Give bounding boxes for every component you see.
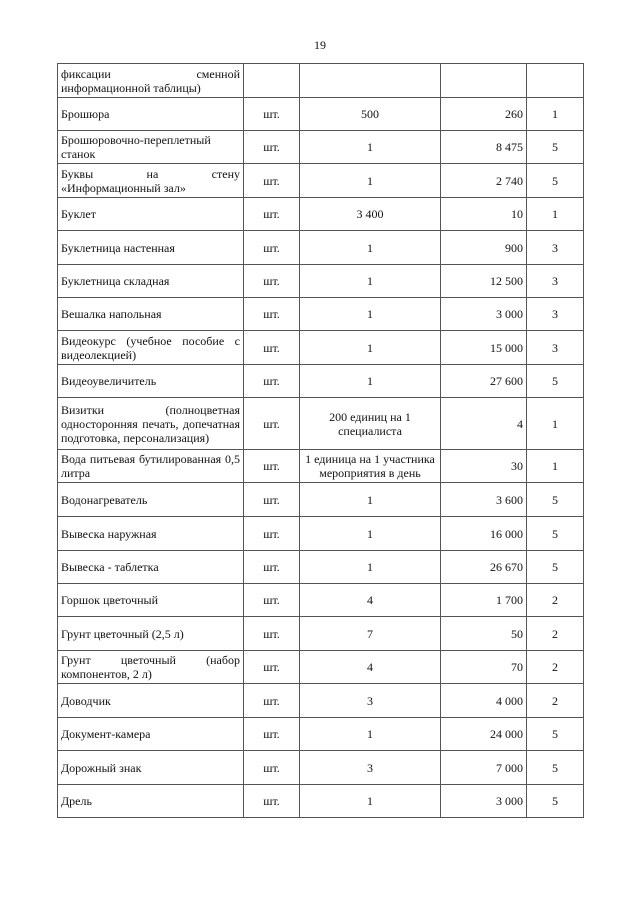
cell-quantity: 1 [300, 483, 441, 517]
cell-quantity: 7 [300, 617, 441, 651]
table-row [58, 617, 584, 651]
table-row [58, 265, 584, 298]
cell-name: Дорожный знак [58, 751, 244, 785]
table-row [58, 517, 584, 551]
table-row [58, 131, 584, 164]
cell-price: 30 [441, 450, 527, 483]
cell-unit: шт. [244, 617, 300, 651]
cell-name: Горшок цветочный [58, 584, 244, 617]
items-table [57, 63, 584, 818]
cell-quantity: 4 [300, 651, 441, 684]
cell-quantity: 1 [300, 331, 441, 365]
cell-term: 3 [527, 298, 584, 331]
cell-name: Вывеска - таблетка [58, 551, 244, 584]
cell-price: 26 670 [441, 551, 527, 584]
cell-term: 5 [527, 751, 584, 785]
cell-unit: шт. [244, 164, 300, 198]
cell-name: Дрель [58, 785, 244, 818]
cell-quantity: 1 [300, 785, 441, 818]
cell-quantity: 200 единиц на 1 специалиста [300, 398, 441, 450]
cell-quantity [300, 64, 441, 98]
cell-price: 70 [441, 651, 527, 684]
cell-unit: шт. [244, 331, 300, 365]
cell-name: Буклетница складная [58, 265, 244, 298]
cell-name: Видеоувеличитель [58, 365, 244, 398]
cell-quantity: 1 [300, 231, 441, 265]
cell-unit: шт. [244, 398, 300, 450]
cell-name: Грунт цветочный (2,5 л) [58, 617, 244, 651]
table-row [58, 198, 584, 231]
cell-quantity: 500 [300, 98, 441, 131]
cell-quantity: 4 [300, 584, 441, 617]
cell-name: Буквы на стену «Информационный зал» [58, 164, 244, 198]
cell-quantity: 1 единица на 1 участника мероприятия в день [300, 450, 441, 483]
cell-term: 5 [527, 517, 584, 551]
cell-price: 4 000 [441, 684, 527, 718]
cell-unit: шт. [244, 551, 300, 584]
table-row [58, 398, 584, 450]
cell-name: Документ-камера [58, 718, 244, 751]
cell-term: 1 [527, 98, 584, 131]
cell-quantity: 3 400 [300, 198, 441, 231]
page-number: 19 [314, 38, 326, 52]
cell-unit: шт. [244, 651, 300, 684]
cell-price: 3 000 [441, 298, 527, 331]
cell-price: 10 [441, 198, 527, 231]
cell-term: 1 [527, 398, 584, 450]
cell-unit: шт. [244, 131, 300, 164]
cell-term: 2 [527, 584, 584, 617]
cell-quantity: 3 [300, 751, 441, 785]
cell-price: 27 600 [441, 365, 527, 398]
cell-name: Буклетница настенная [58, 231, 244, 265]
cell-price: 1 700 [441, 584, 527, 617]
cell-name: Визитки (полноцветная односторонняя печать, допечатная подготовка, персонализация) [58, 398, 244, 450]
cell-unit: шт. [244, 684, 300, 718]
cell-price: 3 000 [441, 785, 527, 818]
cell-price: 50 [441, 617, 527, 651]
cell-unit: шт. [244, 365, 300, 398]
cell-price: 16 000 [441, 517, 527, 551]
cell-price: 8 475 [441, 131, 527, 164]
cell-term: 5 [527, 718, 584, 751]
cell-unit: шт. [244, 584, 300, 617]
cell-name: Вывеска наружная [58, 517, 244, 551]
cell-price: 7 000 [441, 751, 527, 785]
cell-term: 1 [527, 450, 584, 483]
cell-unit: шт. [244, 483, 300, 517]
table-row [58, 64, 584, 98]
cell-term: 2 [527, 651, 584, 684]
cell-quantity: 1 [300, 365, 441, 398]
cell-name: Водонагреватель [58, 483, 244, 517]
cell-unit: шт. [244, 231, 300, 265]
table-row [58, 331, 584, 365]
cell-price: 12 500 [441, 265, 527, 298]
cell-name: фиксации сменной информационной таблицы) [58, 64, 244, 98]
table-row [58, 584, 584, 617]
table-row [58, 231, 584, 265]
cell-term: 3 [527, 231, 584, 265]
cell-term: 5 [527, 164, 584, 198]
cell-price: 900 [441, 231, 527, 265]
cell-term: 5 [527, 551, 584, 584]
table-row [58, 785, 584, 818]
cell-quantity: 1 [300, 298, 441, 331]
table-row [58, 684, 584, 718]
cell-term [527, 64, 584, 98]
cell-price: 4 [441, 398, 527, 450]
cell-unit: шт. [244, 751, 300, 785]
table-row [58, 718, 584, 751]
cell-name: Доводчик [58, 684, 244, 718]
cell-name: Буклет [58, 198, 244, 231]
cell-quantity: 3 [300, 684, 441, 718]
table-row [58, 164, 584, 198]
items-table-body [58, 64, 584, 818]
table-row [58, 651, 584, 684]
cell-price: 2 740 [441, 164, 527, 198]
cell-price: 260 [441, 98, 527, 131]
cell-unit: шт. [244, 785, 300, 818]
cell-name: Вода питьевая бутилированная 0,5 литра [58, 450, 244, 483]
cell-price: 24 000 [441, 718, 527, 751]
table-row [58, 551, 584, 584]
cell-unit: шт. [244, 517, 300, 551]
cell-unit: шт. [244, 98, 300, 131]
cell-quantity: 1 [300, 517, 441, 551]
cell-name: Брошюровочно-переплетный станок [58, 131, 244, 164]
cell-quantity: 1 [300, 551, 441, 584]
cell-unit: шт. [244, 265, 300, 298]
cell-term: 2 [527, 684, 584, 718]
cell-term: 5 [527, 483, 584, 517]
cell-term: 5 [527, 785, 584, 818]
cell-quantity: 1 [300, 131, 441, 164]
cell-unit: шт. [244, 718, 300, 751]
cell-term: 3 [527, 265, 584, 298]
table-row [58, 365, 584, 398]
cell-unit: шт. [244, 450, 300, 483]
table-row [58, 751, 584, 785]
cell-term: 2 [527, 617, 584, 651]
cell-quantity: 1 [300, 164, 441, 198]
cell-quantity: 1 [300, 265, 441, 298]
cell-term: 3 [527, 331, 584, 365]
cell-unit: шт. [244, 198, 300, 231]
table-row [58, 450, 584, 483]
cell-price [441, 64, 527, 98]
table-row [58, 98, 584, 131]
cell-name: Видеокурс (учебное пособие с видеолекцией) [58, 331, 244, 365]
cell-unit: шт. [244, 298, 300, 331]
cell-quantity: 1 [300, 718, 441, 751]
cell-price: 15 000 [441, 331, 527, 365]
cell-term: 5 [527, 365, 584, 398]
table-row [58, 298, 584, 331]
table-row [58, 483, 584, 517]
cell-term: 5 [527, 131, 584, 164]
cell-unit [244, 64, 300, 98]
cell-price: 3 600 [441, 483, 527, 517]
cell-name: Грунт цветочный (набор компонентов, 2 л) [58, 651, 244, 684]
cell-name: Брошюра [58, 98, 244, 131]
cell-name: Вешалка напольная [58, 298, 244, 331]
cell-term: 1 [527, 198, 584, 231]
